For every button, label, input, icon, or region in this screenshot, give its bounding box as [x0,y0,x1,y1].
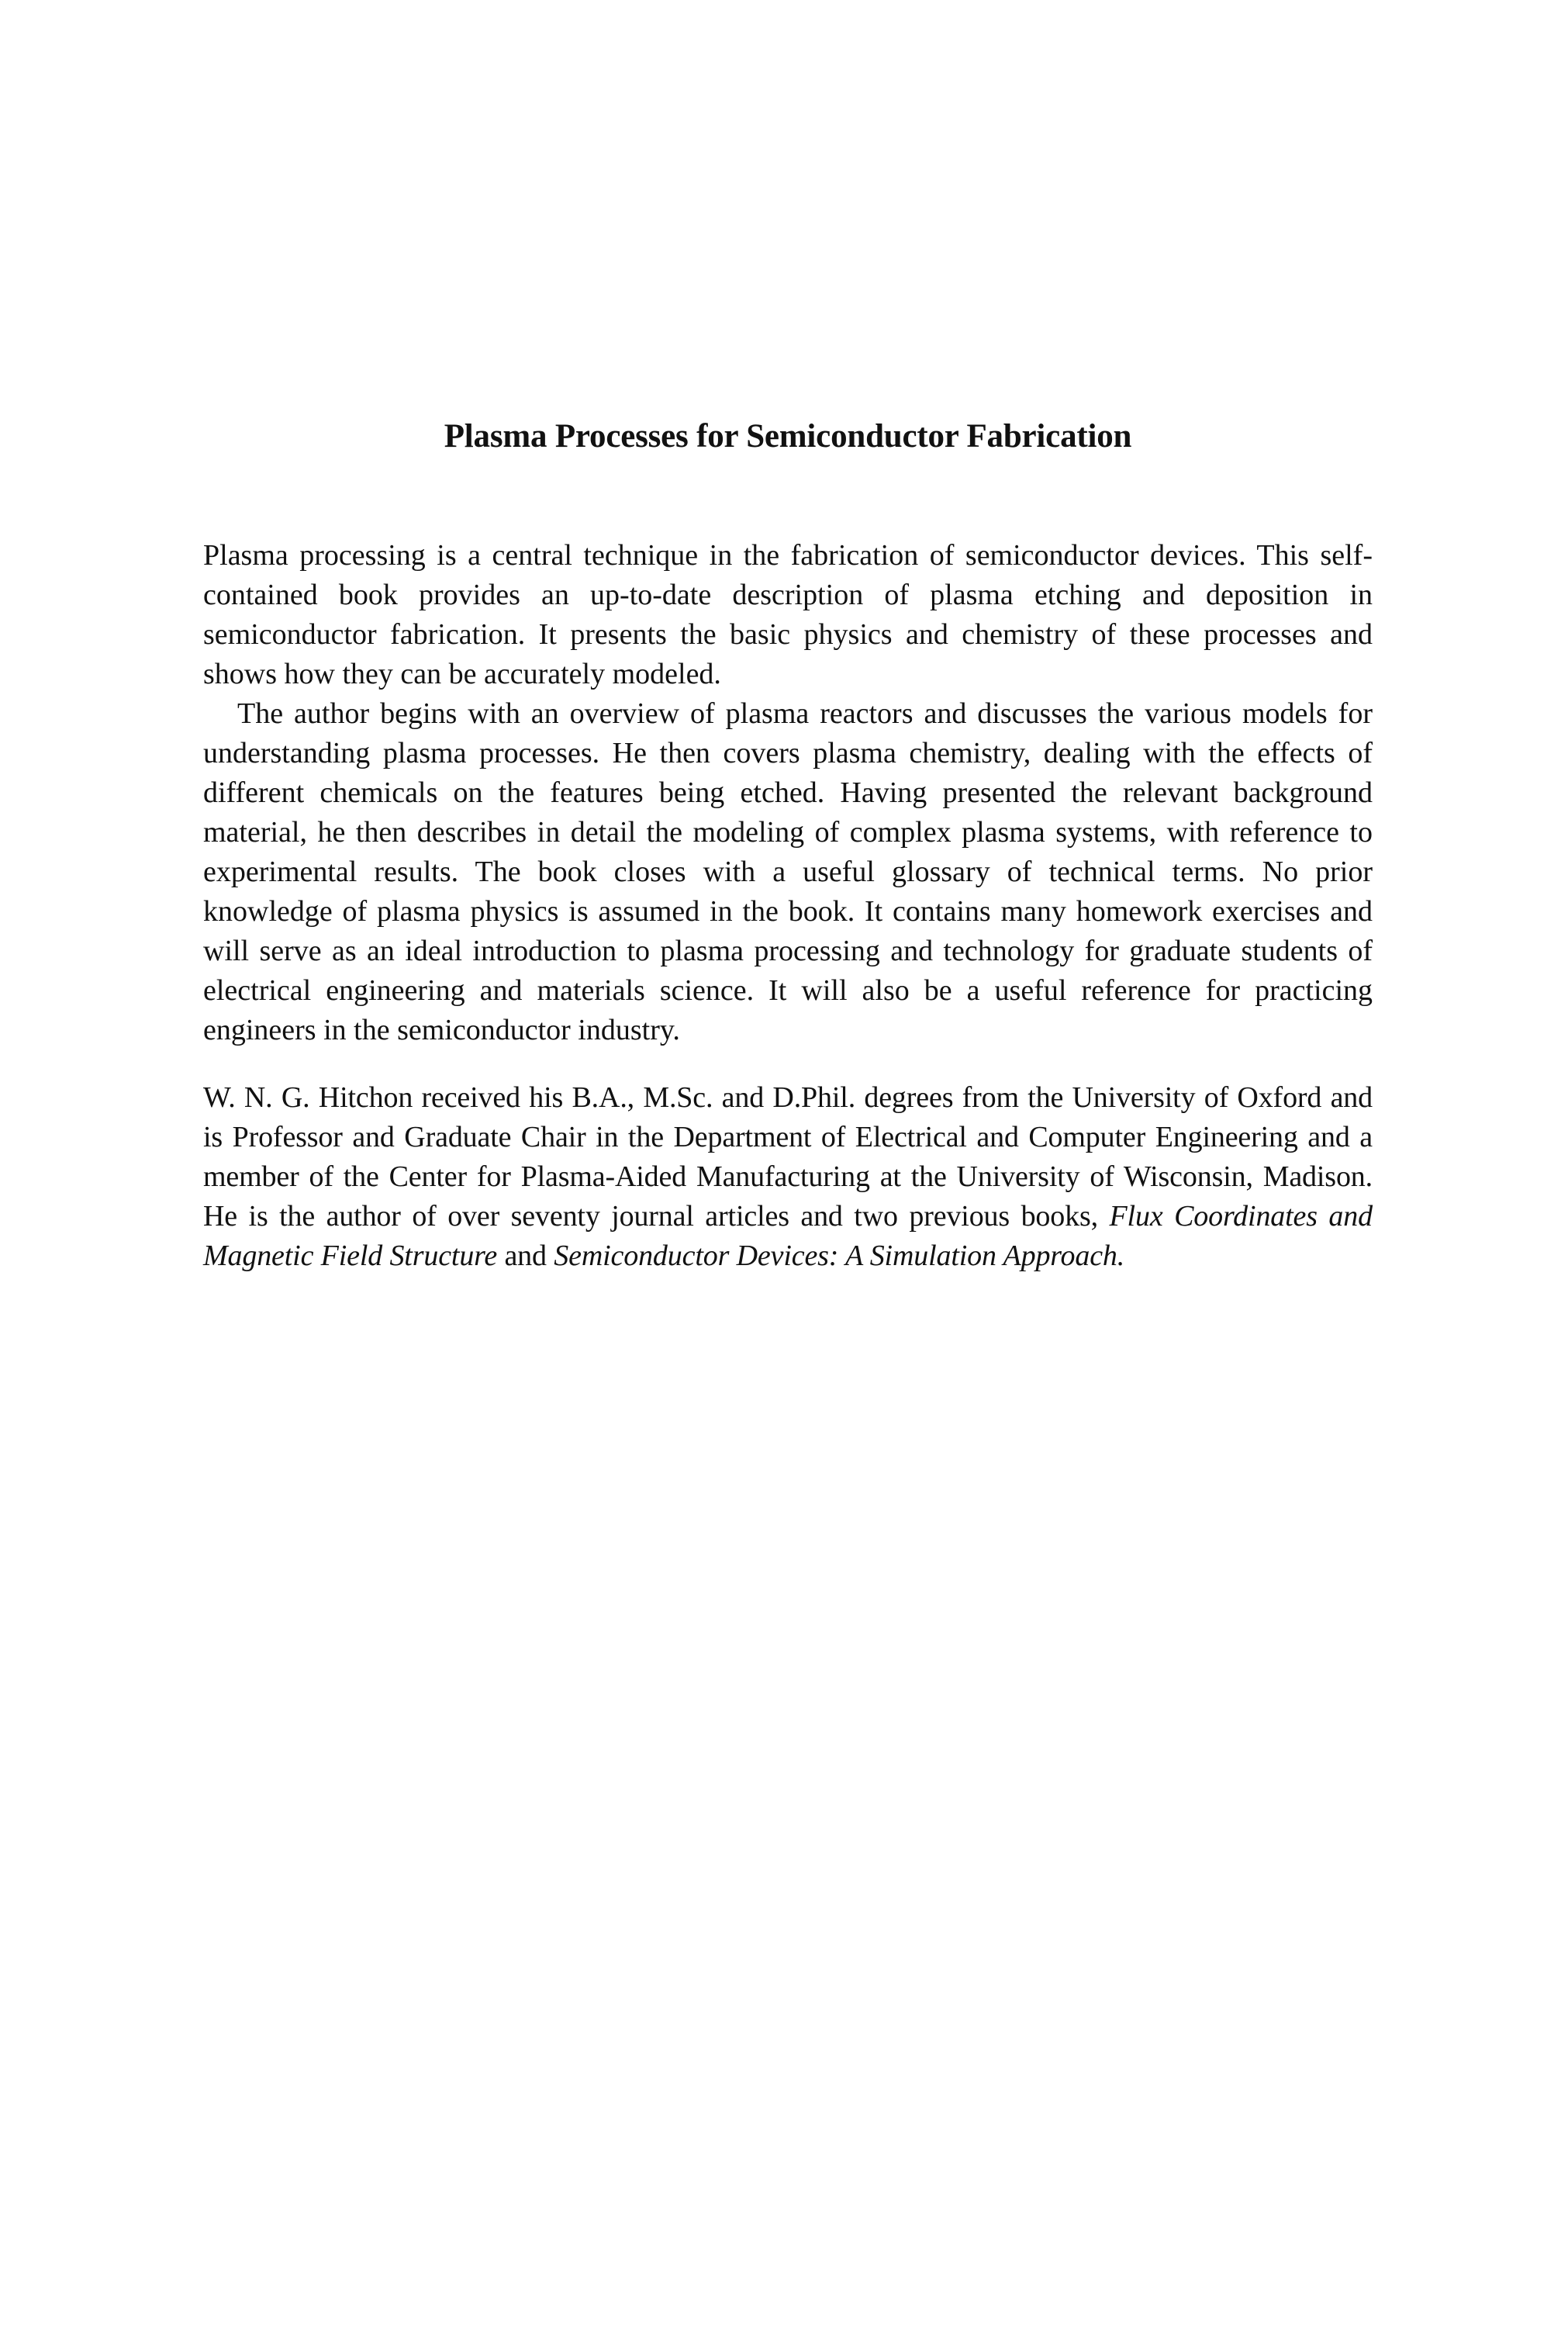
description-paragraph-2: The author begins with an overview of plasma reactors and discusses the various models for understanding plasma processes. He then covers plasma chemistry, dealing with the effects of different chemicals on the features being etched. Having presented the relevant background material, he then describes in detail the modeling of complex plasma systems, with reference to experimental results. The book closes with a useful glossary of technical terms. No prior knowledge of plasma physics is assumed in the book. It contains many homework exercises and will serve as an ideal introduction to plasma processing and technology for graduate students of electrical engineering and materials science. It will also be a useful reference for practicing engineers in the semiconductor industry. [203,697,1373,1046]
author-bio-paragraph [203,1078,1373,1276]
previous-book-1: Flux Coordinates and Magnetic Field Structure [203,1200,1373,1272]
author-bio-text: W. N. G. Hitchon received his B.A., M.Sc. and D.Phil. degrees from the University of Oxford and is Professor and Graduate Chair in the Department of Electrical and Computer Engineering and a member of the Center for Plasma-Aided Manufacturing at the University of Wisconsin, Madison. He is the author of over seventy journal articles and two previous books, [203,1081,1373,1233]
author-bio-conjunction: and [504,1240,547,1272]
author-bio [203,1078,1373,1276]
book-description [203,536,1373,1050]
previous-book-2: Semiconductor Devices: A Simulation Approach. [554,1240,1125,1272]
book-title: Plasma Processes for Semiconductor Fabrication [444,418,1132,455]
description-paragraph-1: Plasma processing is a central technique in the fabrication of semiconductor devices. This self-contained book provides an up-to-date description of plasma etching and deposition in semiconductor fabrication. It presents the basic physics and chemistry of these processes and shows how they can be accurately modeled. [203,539,1373,690]
